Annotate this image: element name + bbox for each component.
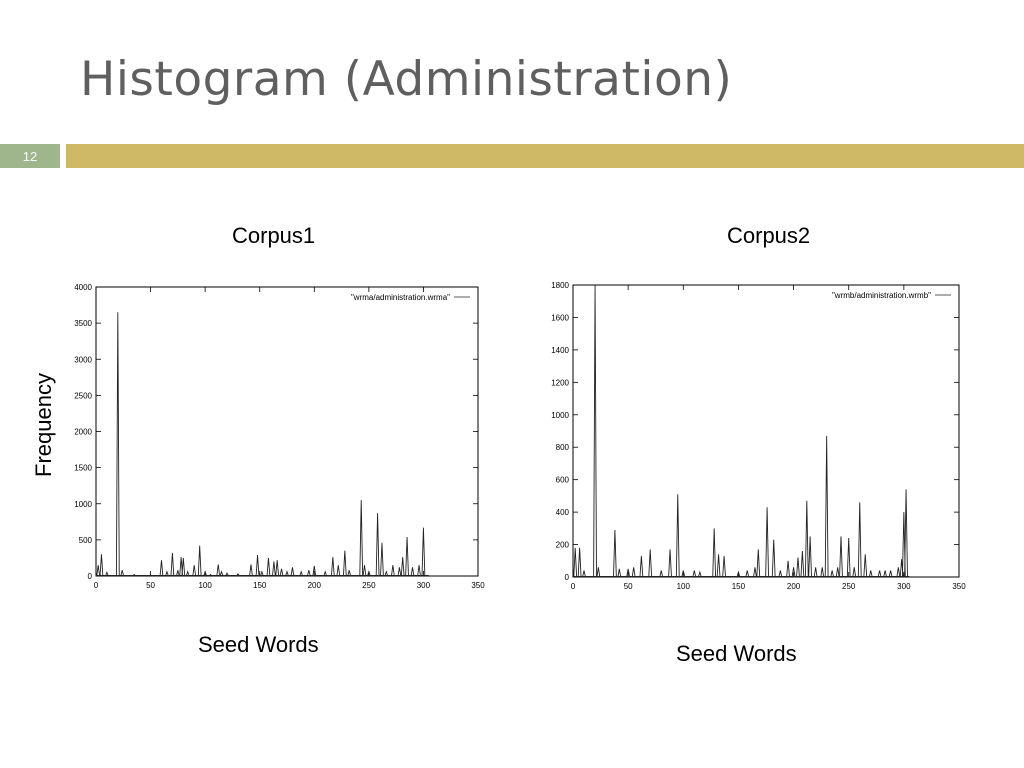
x-tick-label: 100 — [198, 581, 212, 590]
data-spike — [713, 528, 716, 577]
header-accent-bar — [66, 144, 1024, 168]
data-spike — [754, 567, 757, 577]
data-spike — [363, 565, 366, 576]
data-spike — [100, 554, 103, 576]
data-spike — [772, 540, 775, 577]
x-tick-label: 350 — [471, 581, 485, 590]
y-tick-label: 1500 — [74, 463, 92, 473]
x-tick-label: 300 — [897, 582, 911, 591]
plot-frame — [96, 287, 478, 576]
data-spike — [401, 557, 404, 576]
x-tick-label: 50 — [146, 581, 156, 590]
data-spike — [613, 530, 616, 577]
x-tick-label: 200 — [786, 582, 801, 591]
data-spike — [801, 551, 804, 577]
data-spike — [723, 556, 726, 577]
y-tick-label: 3000 — [74, 355, 92, 365]
histogram-corpus1 — [64, 278, 492, 594]
y-tick-label: 0 — [87, 572, 92, 581]
data-spike — [272, 562, 275, 576]
data-spike — [825, 436, 828, 577]
data-spike — [160, 560, 163, 576]
data-spike — [594, 285, 597, 577]
x-tick-label: 150 — [731, 582, 746, 591]
y-tick-label: 1000 — [551, 410, 569, 420]
y-tick-label: 800 — [555, 443, 569, 453]
data-spike — [337, 565, 340, 576]
data-spike — [847, 538, 850, 577]
data-spike — [717, 554, 720, 577]
x-tick-label: 0 — [93, 581, 99, 590]
y-tick-label: 1600 — [551, 313, 569, 323]
x-tick-label: 200 — [307, 581, 321, 590]
data-spike — [574, 548, 577, 577]
data-spike — [797, 558, 800, 577]
chart-title-corpus1: Corpus1 — [232, 223, 316, 248]
data-spike — [391, 565, 394, 576]
data-spike — [864, 554, 867, 577]
data-spike — [840, 536, 843, 577]
data-spike — [766, 507, 769, 577]
y-tick-label: 2500 — [74, 391, 92, 401]
y-tick-label: 400 — [555, 508, 569, 518]
histogram-corpus2 — [540, 276, 974, 594]
data-spike — [836, 567, 839, 577]
data-spike — [381, 543, 384, 576]
y-tick-label: 1200 — [551, 378, 569, 388]
data-spike — [787, 561, 790, 577]
data-spike — [411, 567, 414, 576]
data-spike — [376, 513, 379, 576]
data-spike — [256, 555, 259, 576]
x-tick-label: 350 — [952, 582, 966, 591]
data-spike — [182, 558, 185, 576]
y-tick-label: 500 — [78, 535, 92, 545]
y-tick-label: 200 — [555, 540, 569, 550]
data-spike — [267, 558, 270, 576]
data-spike — [649, 549, 652, 577]
data-spike — [669, 549, 672, 577]
data-spike — [276, 560, 279, 576]
y-tick-label: 2000 — [74, 427, 92, 437]
x-tick-label: 300 — [416, 581, 431, 590]
slide-number — [0, 144, 60, 168]
data-spike — [343, 551, 346, 576]
plot-frame — [573, 285, 959, 577]
data-spike — [280, 569, 283, 576]
data-spike — [250, 564, 253, 576]
legend-label: "wrma/administration.wrma" — [350, 293, 450, 302]
data-spike — [640, 556, 643, 577]
y-tick-label: 1000 — [74, 499, 92, 509]
data-spike — [905, 489, 908, 577]
data-spike — [198, 546, 201, 576]
data-spike — [632, 567, 635, 577]
y-tick-label: 0 — [564, 573, 569, 582]
data-spike — [809, 536, 812, 577]
x-tick-label: 150 — [253, 581, 267, 590]
data-spike — [618, 569, 621, 577]
y-tick-label: 1400 — [551, 345, 569, 355]
data-spike — [398, 567, 401, 576]
data-spike — [757, 549, 760, 577]
x-tick-label: 250 — [842, 582, 856, 591]
data-spike — [597, 567, 600, 577]
x-tick-label: 250 — [362, 581, 376, 590]
y-axis-label: Frequency — [31, 373, 56, 477]
data-spike — [360, 500, 363, 576]
data-spike — [897, 567, 900, 577]
data-spike — [406, 537, 409, 576]
series-1 — [96, 312, 429, 576]
data-spike — [858, 502, 861, 577]
series-2 — [573, 285, 909, 577]
data-spike — [821, 567, 824, 577]
x-axis-label-corpus2: Seed Words — [676, 641, 797, 666]
data-spike — [331, 557, 334, 576]
data-spike — [291, 567, 294, 576]
data-spike — [97, 565, 100, 576]
y-tick-label: 4000 — [74, 283, 92, 292]
data-spike — [853, 567, 856, 577]
x-tick-label: 50 — [623, 582, 633, 591]
legend-label: "wrmb/administration.wrmb" — [831, 291, 931, 300]
chart-title-corpus2: Corpus2 — [727, 223, 811, 248]
slide-title: Histogram (Administration) — [80, 52, 733, 107]
data-spike — [676, 494, 679, 577]
data-spike — [422, 528, 425, 576]
y-tick-label: 1800 — [551, 281, 569, 290]
y-tick-label: 3500 — [74, 319, 92, 329]
data-spike — [578, 548, 581, 577]
x-axis-label-corpus1: Seed Words — [198, 632, 319, 657]
data-spike — [805, 501, 808, 577]
x-tick-label: 0 — [570, 582, 576, 591]
y-tick-label: 600 — [555, 475, 569, 485]
slide-number-text: 12 — [22, 148, 38, 164]
data-spike — [116, 312, 119, 576]
data-spike — [217, 564, 220, 576]
data-spike — [814, 567, 817, 577]
data-spike — [193, 565, 196, 576]
data-spike — [171, 553, 174, 576]
data-spike — [418, 565, 421, 576]
x-tick-label: 100 — [676, 582, 690, 591]
